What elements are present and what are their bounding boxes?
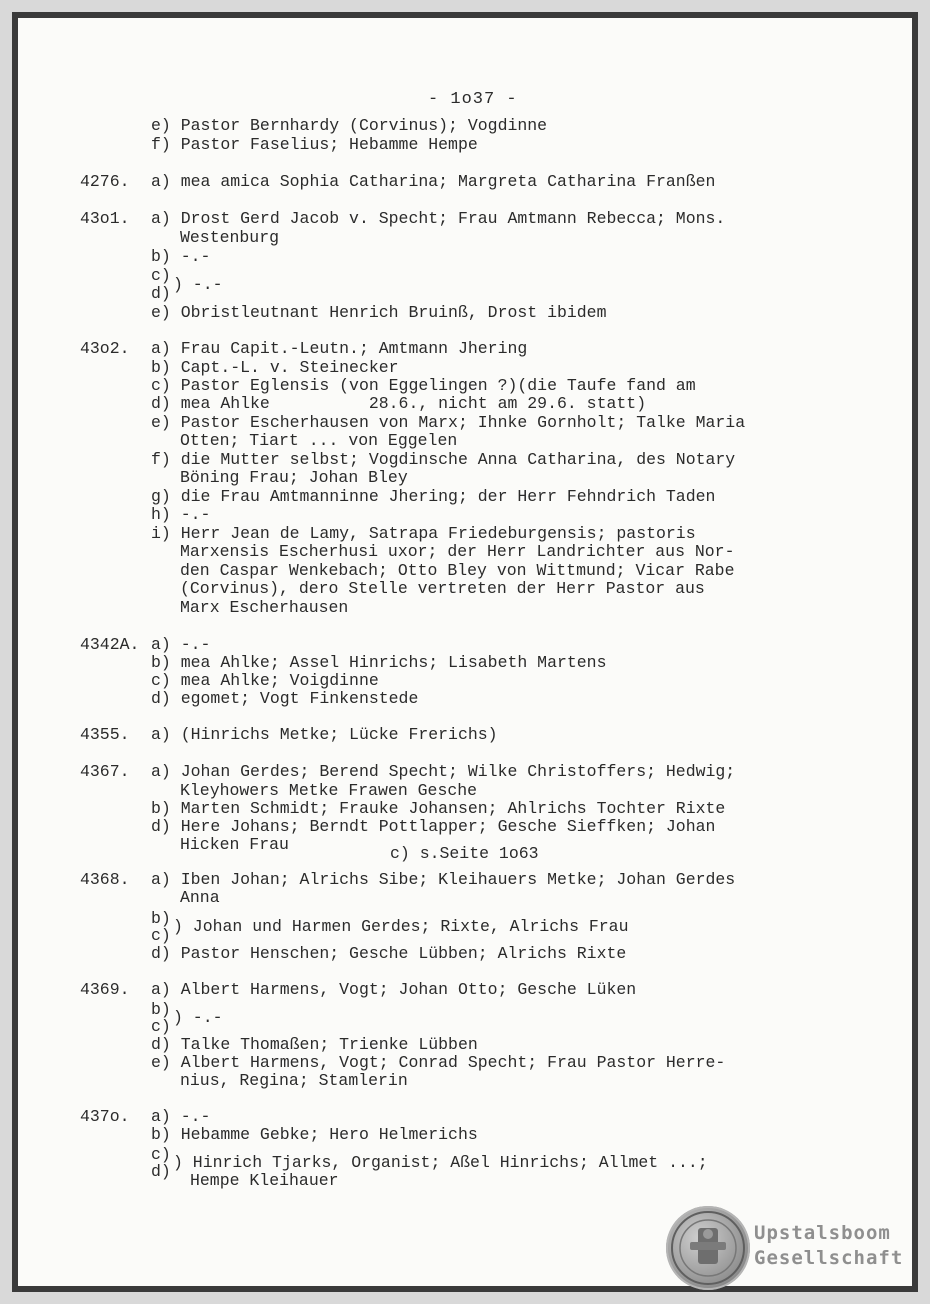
cross-reference-note: c) s.Seite 1o63 [390, 844, 539, 863]
entry-line: d) mea Ahlke 28.6., nicht am 29.6. statt) [151, 394, 647, 413]
entry-line: h) -.- [151, 505, 211, 524]
entry-line: Marx Escherhausen [180, 598, 349, 617]
entry-line: b) mea Ahlke; Assel Hinrichs; Lisabeth Martens [151, 653, 607, 672]
entry-number: 4276. [80, 172, 130, 191]
entry-label: c) [151, 1145, 171, 1164]
entry-line: d) egomet; Vogt Finkenstede [151, 689, 419, 708]
entry-number: 4355. [80, 725, 130, 744]
entry-line: d) Here Johans; Berndt Pottlapper; Gesche Sieffken; Johan [151, 817, 716, 836]
entry-line: d) Pastor Henschen; Gesche Lübben; Alrichs Rixte [151, 944, 627, 963]
entry-line: a) Frau Capit.-Leutn.; Amtmann Jhering [151, 339, 528, 358]
entry-line: Kleyhowers Metke Frawen Gesche [180, 781, 478, 800]
entry-number: 4369. [80, 980, 130, 999]
page-frame [12, 12, 918, 1292]
brand-line-1: Upstalsboom [754, 1222, 891, 1244]
entry-line: a) (Hinrichs Metke; Lücke Frerichs) [151, 725, 498, 744]
entry-line: a) Drost Gerd Jacob v. Specht; Frau Amtmann Rebecca; Mons. [151, 209, 726, 228]
entry-number: 4367. [80, 762, 130, 781]
brace-group: ) Johan und Harmen Gerdes; Rixte, Alrichs Frau [173, 917, 629, 936]
entry-line: a) Albert Harmens, Vogt; Johan Otto; Gesche Lüken [151, 980, 637, 999]
entry-line: a) -.- [151, 1107, 211, 1126]
entry-line: a) mea amica Sophia Catharina; Margreta Catharina Franßen [151, 172, 716, 191]
entry-label: b) [151, 1000, 171, 1019]
brace-group: ) Hinrich Tjarks, Organist; Aßel Hinrichs; Allmet ...; [173, 1153, 708, 1172]
society-wordmark [754, 1221, 903, 1271]
entry-line: Hicken Frau [180, 835, 289, 854]
entry-number: 4342A. [80, 635, 140, 654]
entry-line: e) Pastor Bernhardy (Corvinus); Vogdinne [151, 116, 548, 135]
entry-label: d) [151, 284, 171, 303]
entry-line: b) -.- [151, 247, 211, 266]
entry-label: c) [151, 1017, 171, 1036]
page-number: - 1o37 - [428, 90, 518, 109]
brace-group: ) -.- [173, 275, 223, 294]
entry-line: Anna [180, 888, 220, 907]
entry-line: Böning Frau; Johan Bley [180, 468, 408, 487]
entry-line: nius, Regina; Stamlerin [180, 1071, 408, 1090]
entry-line: f) die Mutter selbst; Vogdinsche Anna Catharina, des Notary [151, 450, 736, 469]
entry-label: c) [151, 266, 171, 285]
brace-group: ) -.- [173, 1008, 223, 1027]
brand-line-2: Gesellschaft [754, 1247, 904, 1269]
entry-line: d) Talke Thomaßen; Trienke Lübben [151, 1035, 478, 1054]
entry-line: i) Herr Jean de Lamy, Satrapa Friedeburgensis; pastoris [151, 524, 696, 543]
entry-line: f) Pastor Faselius; Hebamme Hempe [151, 135, 478, 154]
entry-line: Otten; Tiart ... von Eggelen [180, 431, 458, 450]
entry-line: b) Capt.-L. v. Steinecker [151, 358, 399, 377]
entry-line: e) Pastor Escherhausen von Marx; Ihnke Gornholt; Talke Maria [151, 413, 746, 432]
seal-icon [666, 1206, 750, 1290]
entry-line: e) Albert Harmens, Vogt; Conrad Specht; Frau Pastor Herre- [151, 1053, 726, 1072]
society-seal [666, 1206, 750, 1290]
entry-line: Westenburg [180, 228, 280, 247]
entry-line: b) Hebamme Gebke; Hero Helmerichs [151, 1125, 478, 1144]
entry-line: b) Marten Schmidt; Frauke Johansen; Ahlrichs Tochter Rixte [151, 799, 726, 818]
entry-number: 437o. [80, 1107, 130, 1126]
entry-line: c) mea Ahlke; Voigdinne [151, 671, 379, 690]
entry-number: 43o2. [80, 339, 130, 358]
entry-line: a) Johan Gerdes; Berend Specht; Wilke Christoffers; Hedwig; [151, 762, 736, 781]
document-page [18, 18, 912, 1286]
entry-number: 43o1. [80, 209, 130, 228]
entry-line: Hempe Kleihauer [190, 1171, 339, 1190]
entry-line: c) Pastor Eglensis (von Eggelingen ?)(die Taufe fand am [151, 376, 696, 395]
entry-line: Marxensis Escherhusi uxor; der Herr Landrichter aus Nor- [180, 542, 735, 561]
entry-label: d) [151, 1162, 171, 1181]
entry-line: (Corvinus), dero Stelle vertreten der Herr Pastor aus [180, 579, 705, 598]
entry-label: b) [151, 909, 171, 928]
entry-line: a) -.- [151, 635, 211, 654]
entry-label: c) [151, 926, 171, 945]
entry-line: a) Iben Johan; Alrichs Sibe; Kleihauers Metke; Johan Gerdes [151, 870, 736, 889]
entry-line: g) die Frau Amtmanninne Jhering; der Herr Fehndrich Taden [151, 487, 716, 506]
entry-line: den Caspar Wenkebach; Otto Bley von Wittmund; Vicar Rabe [180, 561, 735, 580]
entry-number: 4368. [80, 870, 130, 889]
entry-line: e) Obristleutnant Henrich Bruinß, Drost ibidem [151, 303, 607, 322]
